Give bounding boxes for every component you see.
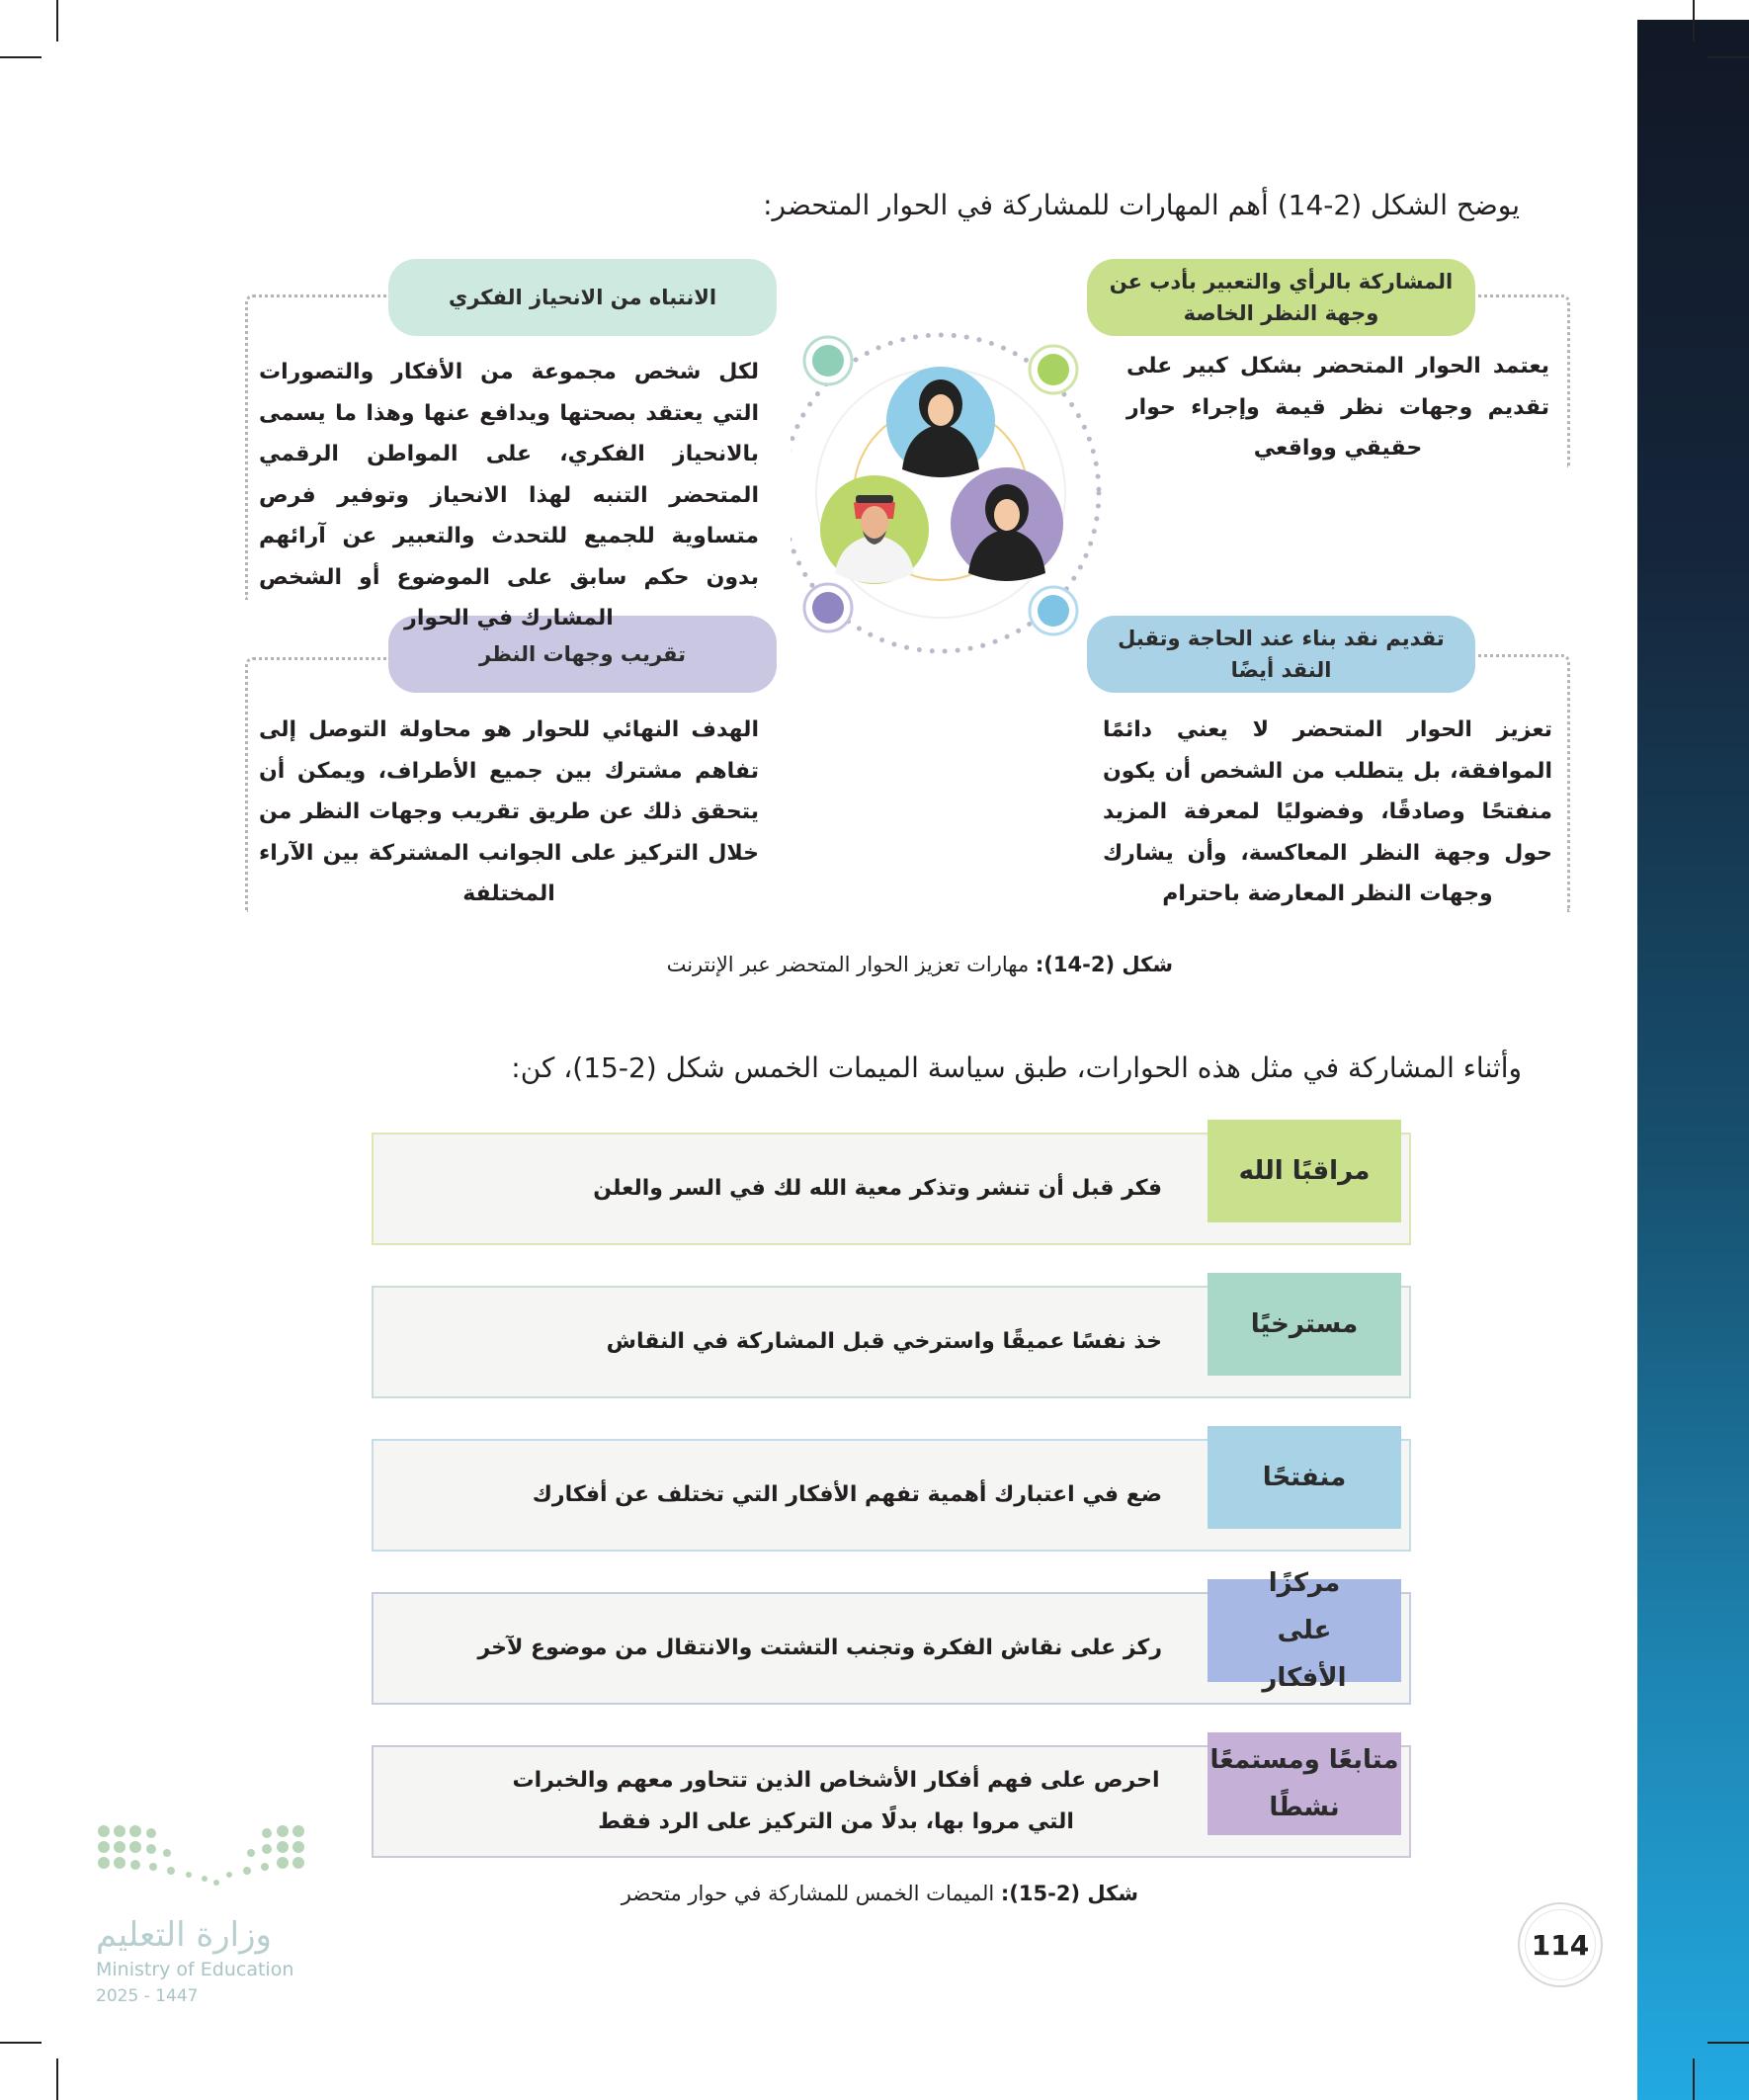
mim-label: منفتحًا xyxy=(1208,1426,1401,1529)
crop-mark xyxy=(1693,2058,1695,2100)
figure-caption-text: الميمات الخمس للمشاركة في حوار متحضر xyxy=(621,1882,1001,1905)
crop-mark xyxy=(1693,0,1695,42)
ministry-name-arabic: وزارة التعليم xyxy=(96,1915,272,1955)
mim-text: ركز على نقاش الفكرة وتجنب التشتت والانتقال من موضوع لآخر xyxy=(477,1636,1162,1660)
mim-text: خذ نفسًا عميقًا واسترخي قبل المشاركة في النقاش xyxy=(606,1329,1162,1354)
mim-label: متابعًا ومستمعًا نشطًا xyxy=(1208,1732,1401,1835)
mim-text: ضع في اعتبارك أهمية تفهم الأفكار التي تختلف عن أفكارك xyxy=(532,1482,1162,1507)
skill-title-bias: الانتباه من الانحياز الفكري xyxy=(388,259,777,336)
page-number: 114 xyxy=(1518,1902,1603,1987)
skill-body-participation: يعتمد الحوار المتحضر بشكل كبير على تقديم وجهات نظر قيمة وإجراء حوار حقيقي وواقعي xyxy=(1126,354,1549,461)
figure-caption-label: شكل (2-15): xyxy=(1000,1882,1138,1905)
crop-mark xyxy=(1707,2042,1749,2044)
dialogue-illustration xyxy=(791,321,1112,667)
mim-label: مركزًا على الأفكار xyxy=(1208,1579,1401,1682)
intro-text-2: وأثناء المشاركة في مثل هذه الحوارات، طبق سياسة الميمات الخمس شكل (2-15)، كن: xyxy=(511,1051,1522,1084)
crop-mark xyxy=(56,0,58,42)
mim-text: فكر قبل أن تنشر وتذكر معية الله لك في السر والعلن xyxy=(593,1176,1162,1201)
ministry-name-english: Ministry of Education xyxy=(96,1959,294,1980)
crop-mark xyxy=(0,2042,42,2044)
skill-body-rapprochement: الهدف النهائي للحوار هو محاولة التوصل إلى تفاهم مشترك بين جميع الأطراف، ويمكن أن يتحقق ذلك عن طريق تقريب وجهات النظر من خلال التركيز على الجوانب المشتركة بين الآراء المختلفة xyxy=(259,717,759,906)
crop-mark xyxy=(1707,56,1749,58)
skill-title-rapprochement: تقريب وجهات النظر xyxy=(388,616,777,693)
crop-mark xyxy=(0,56,42,58)
skill-title-critique: تقديم نقد بناء عند الحاجة وتقبل النقد أيضًا xyxy=(1087,616,1475,693)
mim-label: مراقبًا الله xyxy=(1208,1120,1401,1222)
figure-caption-15 xyxy=(622,1882,1138,1905)
crop-mark xyxy=(56,2058,58,2100)
skill-body-critique: تعزيز الحوار المتحضر لا يعني دائمًا الموافقة، بل يتطلب من الشخص أن يكون منفتحًا وصادقًا، وفضوليًا لمعرفة المزيد حول وجهة النظر المعاكسة، وأن يشارك وجهات النظر المعارضة باحترام xyxy=(1103,717,1552,906)
side-gradient-strip xyxy=(1637,20,1749,2100)
ministry-logo-dots xyxy=(96,1823,308,1892)
mim-text: احرص على فهم أفكار الأشخاص الذين تتحاور معهم والخبرات التي مروا بها، بدلًا من التركيز على الرد فقط xyxy=(512,1768,1160,1834)
skill-body-bias: لكل شخص مجموعة من الأفكار والتصورات التي يعتقد بصحتها ويدافع عنها وهذا ما يسمى بالانحياز الفكري، على المواطن الرقمي المتحضر التنبه لهذا الانحياز وتوفير فرص متساوية للجميع للتحدث والتعبير عن آرائهم بدون حكم سابق على الموضوع أو الشخص المشارك في الحوار xyxy=(259,360,759,630)
mim-label: مسترخيًا xyxy=(1208,1273,1401,1376)
figure-caption-label: شكل (2-14): xyxy=(1035,953,1173,976)
figure-caption-text: مهارات تعزيز الحوار المتحضر عبر الإنترنت xyxy=(666,953,1036,976)
ministry-year: 2025 - 1447 xyxy=(96,1986,199,2006)
skill-title-participation: المشاركة بالرأي والتعبير بأدب عن وجهة النظر الخاصة xyxy=(1087,259,1475,336)
figure-caption-14 xyxy=(667,953,1173,976)
intro-text: يوضح الشكل (2-14) أهم المهارات للمشاركة في الحوار المتحضر: xyxy=(763,189,1520,221)
